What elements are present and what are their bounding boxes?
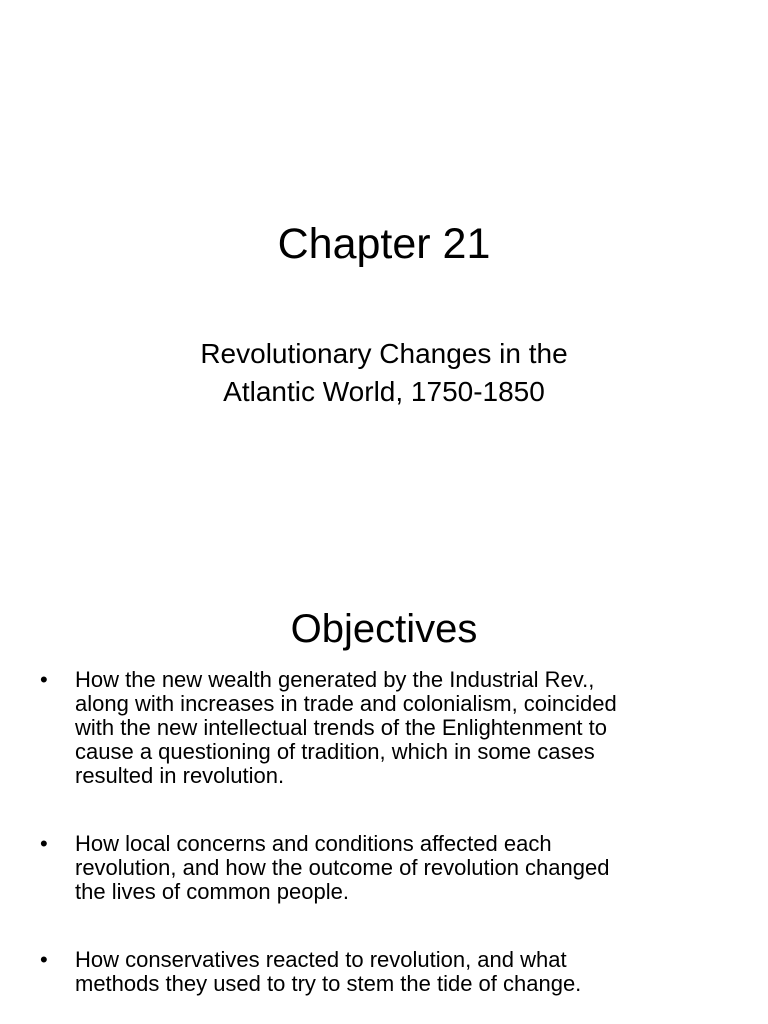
subtitle-line: Atlantic World, 1750-1850 bbox=[223, 376, 545, 407]
bullet-icon: • bbox=[40, 667, 48, 692]
chapter-title: Chapter 21 bbox=[277, 220, 491, 268]
objective-line: revolution, and how the outcome of revolution changed bbox=[75, 855, 610, 880]
objective-line: cause a questioning of tradition, which in some cases bbox=[75, 739, 595, 764]
objectives-title: Objectives bbox=[290, 607, 478, 651]
bullet-icon: • bbox=[40, 947, 48, 972]
subtitle-line: Revolutionary Changes in the bbox=[200, 338, 568, 369]
objective-line: the lives of common people. bbox=[75, 879, 349, 904]
objective-text bbox=[75, 832, 765, 904]
objective-line: resulted in revolution. bbox=[75, 763, 285, 788]
objective-line: methods they used to try to stem the tide of change. bbox=[75, 971, 582, 996]
objective-text bbox=[75, 948, 765, 996]
bullet-icon: • bbox=[40, 831, 48, 856]
objective-line: along with increases in trade and colonialism, coincided bbox=[75, 691, 617, 716]
objective-line: How the new wealth generated by the Industrial Rev., bbox=[75, 667, 595, 692]
slide-objectives bbox=[0, 576, 768, 1024]
objective-line: How local concerns and conditions affected each bbox=[75, 831, 552, 856]
objective-line: How conservatives reacted to revolution, and what bbox=[75, 947, 567, 972]
objective-text bbox=[75, 668, 765, 788]
chapter-subtitle bbox=[0, 335, 768, 411]
objective-line: with the new intellectual trends of the Enlightenment to bbox=[75, 715, 607, 740]
